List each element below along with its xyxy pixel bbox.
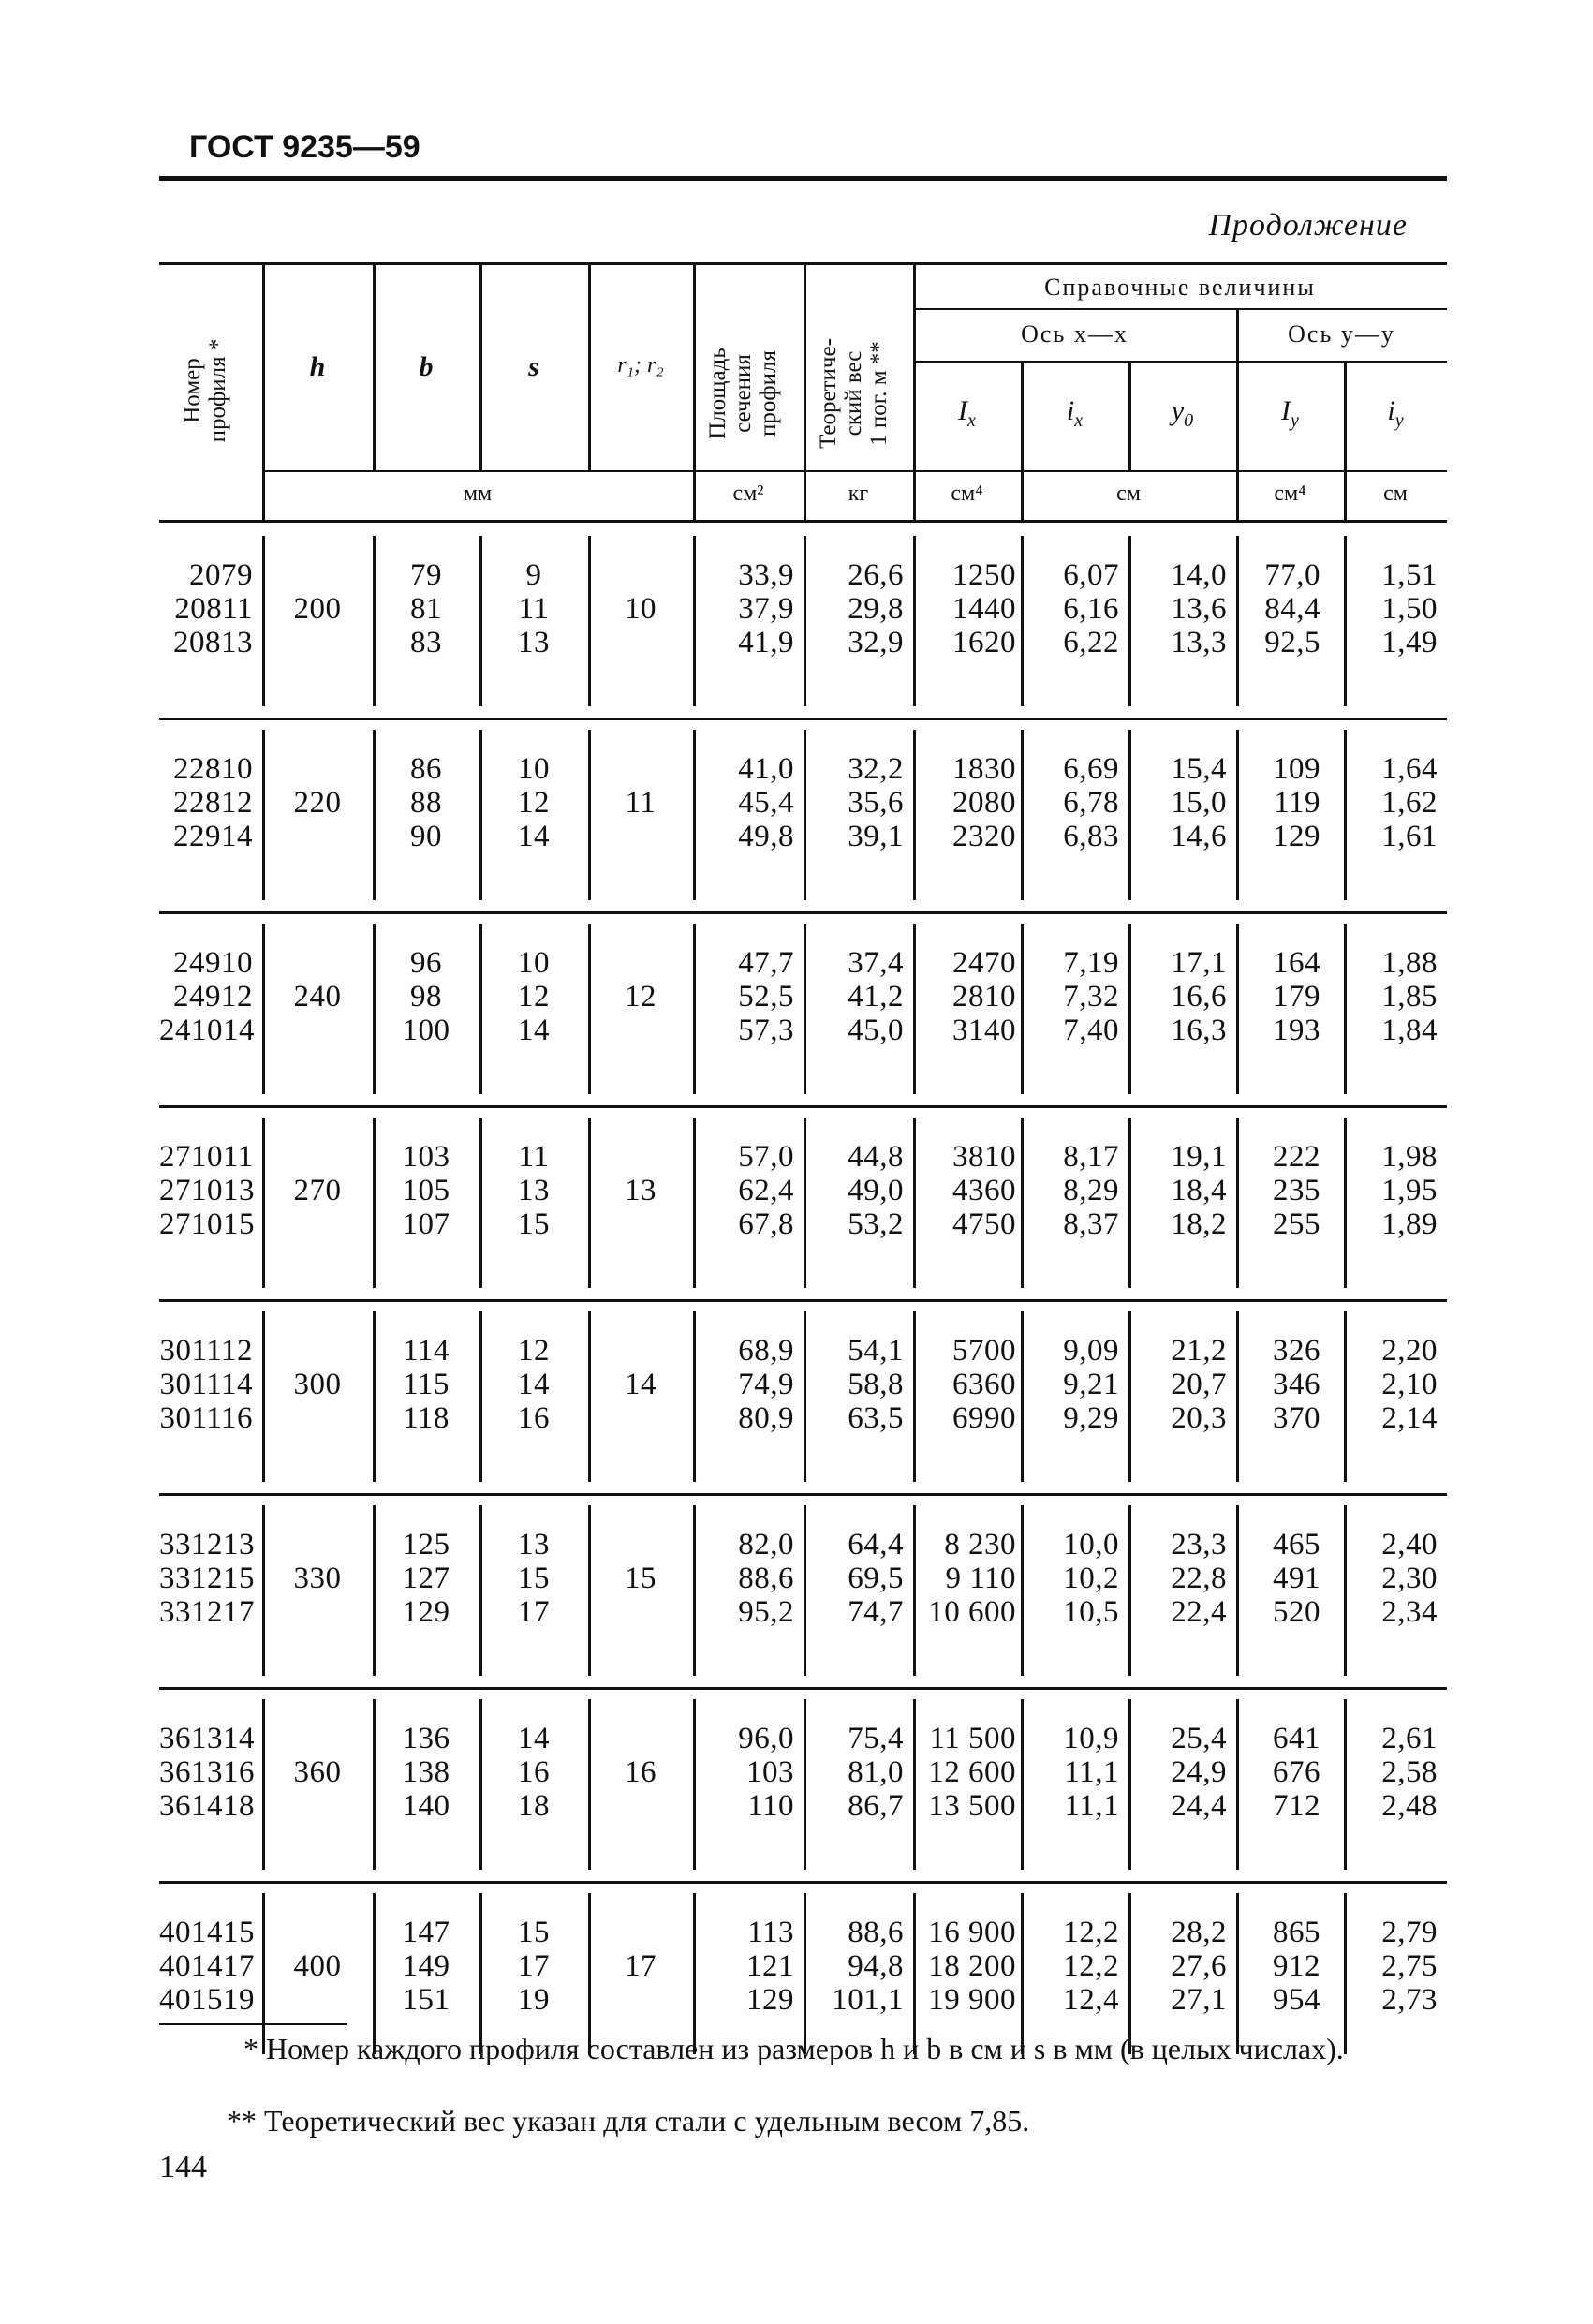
cell-numbers: 401415 401417 401519 — [159, 1916, 255, 2017]
header-ix — [1021, 395, 1128, 432]
cell-s: 12 14 16 — [518, 1334, 550, 1435]
cell-s: 10 12 14 — [518, 752, 550, 853]
header-Iy — [1236, 395, 1344, 432]
cell-iy: 1,98 1,95 1,89 — [1381, 1140, 1438, 1241]
header-weight: Теоретиче- ский вес 1 пог. м ** — [816, 338, 892, 449]
header-Ix — [913, 395, 1021, 432]
cell-r: 10 — [625, 592, 656, 626]
group-separator — [159, 1299, 1447, 1302]
cell-h: 220 — [293, 786, 342, 820]
cell-weight: 64,4 69,5 74,7 — [848, 1528, 904, 1629]
group-separator — [159, 911, 1447, 914]
cell-iy: 1,88 1,85 1,84 — [1381, 946, 1438, 1047]
cell-h: 200 — [293, 592, 342, 626]
cell-r: 17 — [625, 1949, 656, 1983]
continuation-label: Продолжение — [1208, 208, 1408, 243]
cell-area: 68,9 74,9 80,9 — [738, 1334, 794, 1435]
cell-b: 147 149 151 — [402, 1916, 450, 2017]
header-iy-subscript: y — [1394, 410, 1404, 431]
cell-r: 13 — [625, 1174, 656, 1207]
unit-Ix: см⁴ — [951, 481, 983, 506]
cell-area: 41,0 45,4 49,8 — [738, 752, 794, 853]
header-y0-symbol: y — [1171, 395, 1185, 426]
cell-Ix: 5700 6360 6990 — [952, 1334, 1016, 1435]
header-b: b — [419, 351, 434, 382]
header-axis-xx: Ось x—x — [1021, 320, 1128, 348]
cell-area: 47,7 52,5 57,3 — [738, 946, 794, 1047]
cell-weight: 75,4 81,0 86,7 — [848, 1722, 904, 1823]
cell-Iy: 326 346 370 — [1273, 1334, 1320, 1435]
cell-y0: 19,1 18,4 18,2 — [1171, 1140, 1227, 1241]
cell-h: 270 — [293, 1174, 342, 1207]
cell-s: 15 17 19 — [518, 1916, 550, 2017]
cell-s: 14 16 18 — [518, 1722, 550, 1823]
cell-y0: 21,2 20,7 20,3 — [1171, 1334, 1227, 1435]
header-reference: Справочные величины — [1044, 274, 1316, 301]
cell-ix: 7,19 7,32 7,40 — [1063, 946, 1119, 1047]
cell-iy: 2,40 2,30 2,34 — [1381, 1528, 1438, 1629]
header-Iy-subscript: y — [1291, 410, 1299, 431]
cell-ix: 6,69 6,78 6,83 — [1063, 752, 1119, 853]
header-h: h — [309, 351, 326, 382]
unit-area: см² — [732, 481, 764, 506]
cell-weight: 37,4 41,2 45,0 — [848, 946, 904, 1047]
axis-header-rule — [913, 361, 1447, 363]
header-iy — [1344, 395, 1447, 432]
cell-iy: 2,61 2,58 2,48 — [1381, 1722, 1438, 1823]
cell-b: 86 88 90 — [410, 752, 442, 853]
cell-r: 12 — [625, 980, 656, 1014]
header-bottom-rule — [159, 520, 1447, 523]
cell-numbers: 24910 24912 241014 — [159, 946, 255, 1047]
header-r: r₁; r₂ — [617, 353, 664, 377]
cell-iy: 2,20 2,10 2,14 — [1381, 1334, 1438, 1435]
cell-b: 96 98 100 — [402, 946, 450, 1047]
header-iy-symbol: i — [1387, 395, 1395, 426]
cell-Ix: 2470 2810 3140 — [952, 946, 1016, 1047]
cell-iy: 1,64 1,62 1,61 — [1381, 752, 1438, 853]
header-s: s — [528, 351, 539, 382]
cell-b: 114 115 118 — [403, 1334, 450, 1435]
header-y0-subscript: 0 — [1184, 410, 1194, 431]
header-Ix-symbol: I — [958, 395, 968, 426]
cell-ix: 10,9 11,1 11,1 — [1063, 1722, 1119, 1823]
cell-s: 9 11 13 — [518, 558, 550, 659]
group-separator — [159, 1105, 1447, 1108]
header-ix-subscript: x — [1074, 410, 1084, 431]
document-title: ГОСТ 9235—59 — [189, 129, 420, 165]
cell-iy: 1,51 1,50 1,49 — [1381, 558, 1438, 659]
header-y0 — [1128, 395, 1236, 432]
reference-header-rule — [913, 308, 1447, 310]
header-axis-yy: Ось y—y — [1288, 320, 1395, 348]
cell-weight: 54,1 58,8 63,5 — [848, 1334, 904, 1435]
cell-ix: 6,07 6,16 6,22 — [1063, 558, 1119, 659]
cell-numbers: 22810 22812 22914 — [173, 752, 253, 853]
footnote-1: * Номер каждого профиля составлен из размеров h и b в см и s в мм (в целых числах). — [243, 2032, 1344, 2065]
cell-numbers: 331213 331215 331217 — [159, 1528, 255, 1629]
cell-Iy: 77,0 84,4 92,5 — [1264, 558, 1320, 659]
cell-ix: 8,17 8,29 8,37 — [1063, 1140, 1119, 1241]
cell-r: 16 — [625, 1755, 656, 1789]
page-number: 144 — [159, 2150, 207, 2184]
cell-s: 13 15 17 — [518, 1528, 550, 1629]
cell-r: 15 — [625, 1562, 656, 1595]
cell-area: 82,0 88,6 95,2 — [738, 1528, 794, 1629]
cell-ix: 9,09 9,21 9,29 — [1063, 1334, 1119, 1435]
cell-area: 113 121 129 — [746, 1916, 794, 2017]
cell-numbers: 271011 271013 271015 — [159, 1140, 255, 1241]
group-separator — [159, 1493, 1447, 1496]
cell-Ix: 16 900 18 200 19 900 — [928, 1916, 1016, 2017]
cell-Iy: 865 912 954 — [1273, 1916, 1320, 2017]
cell-y0: 25,4 24,9 24,4 — [1171, 1722, 1227, 1823]
unit-Iy: см⁴ — [1274, 481, 1306, 506]
cell-y0: 28,2 27,6 27,1 — [1171, 1916, 1227, 2017]
cell-area: 33,9 37,9 41,9 — [738, 558, 794, 659]
cell-b: 136 138 140 — [402, 1722, 450, 1823]
unit-mm: мм — [463, 481, 493, 506]
cell-y0: 15,4 15,0 14,6 — [1171, 752, 1227, 853]
header-ix-symbol: i — [1066, 395, 1075, 426]
footnote-2: ** Теоретический вес указан для стали с удельным весом 7,85. — [227, 2104, 1030, 2138]
cell-Ix: 8 230 9 110 10 600 — [928, 1528, 1016, 1629]
cell-Ix: 1250 1440 1620 — [952, 558, 1016, 659]
cell-Ix: 1830 2080 2320 — [952, 752, 1016, 853]
cell-Ix: 11 500 12 600 13 500 — [928, 1722, 1016, 1823]
cell-area: 57,0 62,4 67,8 — [738, 1140, 794, 1241]
cell-s: 10 12 14 — [518, 946, 550, 1047]
cell-numbers: 361314 361316 361418 — [159, 1722, 255, 1823]
unit-weight: кг — [848, 481, 869, 506]
header-Ix-subscript: x — [967, 410, 976, 431]
cell-r: 11 — [625, 786, 656, 820]
cell-weight: 88,6 94,8 101,1 — [832, 1916, 904, 2017]
group-separator — [159, 718, 1447, 720]
cell-numbers: 301112 301114 301116 — [159, 1334, 253, 1435]
cell-Iy: 222 235 255 — [1273, 1140, 1320, 1241]
cell-y0: 23,3 22,8 22,4 — [1171, 1528, 1227, 1629]
cell-h: 300 — [293, 1368, 342, 1401]
cell-h: 360 — [293, 1755, 342, 1789]
profile-table — [159, 262, 1447, 2019]
unit-iy: см — [1383, 481, 1408, 506]
unit-x-cm: см — [1116, 481, 1141, 506]
cell-Iy: 465 491 520 — [1273, 1528, 1320, 1629]
cell-r: 14 — [625, 1368, 656, 1401]
footnote-rule — [159, 2023, 347, 2025]
cell-iy: 2,79 2,75 2,73 — [1381, 1916, 1438, 2017]
header-rule — [159, 176, 1447, 181]
cell-weight: 44,8 49,0 53,2 — [848, 1140, 904, 1241]
cell-h: 330 — [293, 1562, 342, 1595]
cell-numbers: 2079 20811 20813 — [173, 558, 253, 659]
cell-y0: 14,0 13,6 13,3 — [1171, 558, 1227, 659]
cell-h: 400 — [293, 1949, 342, 1983]
cell-b: 79 81 83 — [410, 558, 442, 659]
cell-ix: 12,2 12,2 12,4 — [1063, 1916, 1119, 2017]
cell-Iy: 164 179 193 — [1273, 946, 1320, 1047]
cell-Iy: 109 119 129 — [1273, 752, 1320, 853]
cell-h: 240 — [293, 980, 342, 1014]
header-profile-number: Номер профиля * — [180, 338, 230, 443]
cell-weight: 32,2 35,6 39,1 — [848, 752, 904, 853]
cell-Ix: 3810 4360 4750 — [952, 1140, 1016, 1241]
cell-y0: 17,1 16,6 16,3 — [1171, 946, 1227, 1047]
group-separator — [159, 1881, 1447, 1884]
group-separator — [159, 1687, 1447, 1690]
cell-s: 11 13 15 — [518, 1140, 550, 1241]
cell-Iy: 641 676 712 — [1273, 1722, 1320, 1823]
cell-weight: 26,6 29,8 32,9 — [848, 558, 904, 659]
header-area: Площадь сечения профиля — [705, 348, 781, 439]
cell-area: 96,0 103 110 — [738, 1722, 794, 1823]
cell-b: 103 105 107 — [402, 1140, 450, 1241]
cell-b: 125 127 129 — [402, 1528, 450, 1629]
cell-ix: 10,0 10,2 10,5 — [1063, 1528, 1119, 1629]
header-Iy-symbol: I — [1281, 395, 1291, 426]
